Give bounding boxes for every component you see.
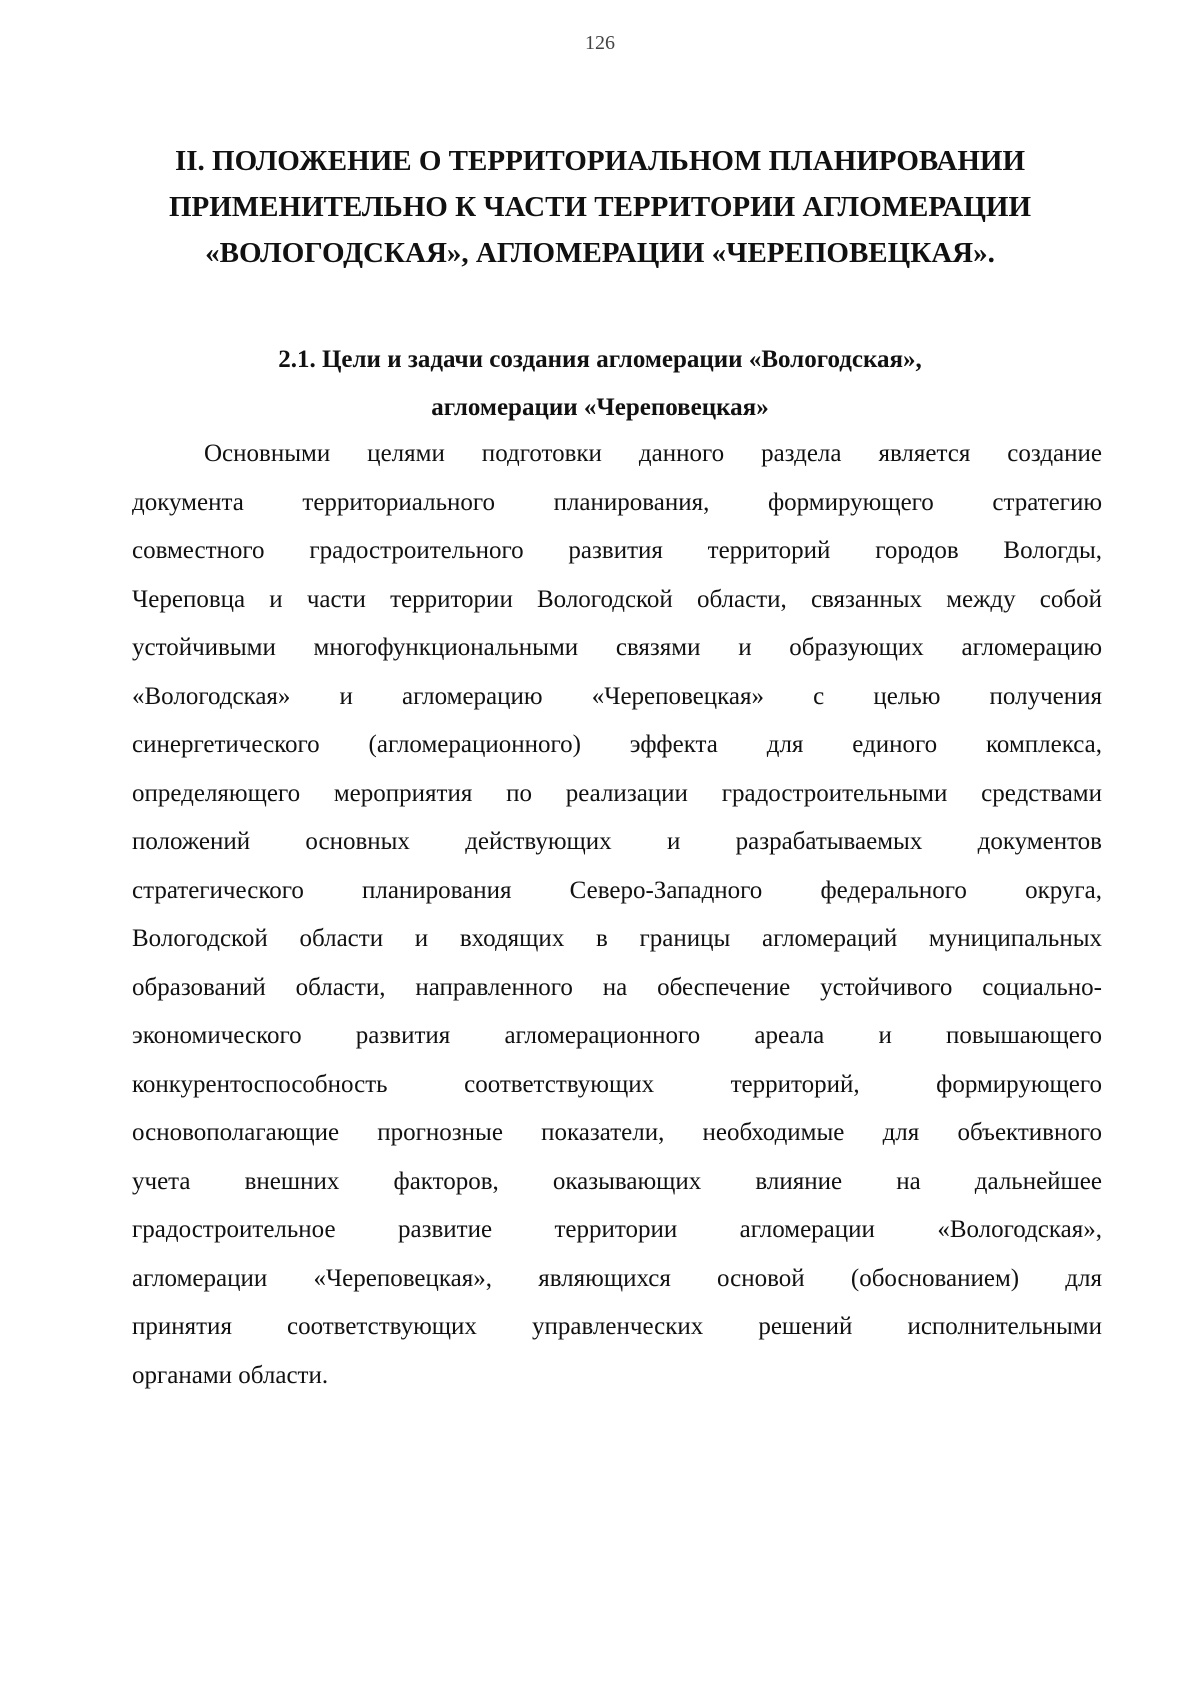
paragraph-line: образований области, направленного на обеспечение устойчивого социально- [132, 973, 1102, 1001]
section-heading [130, 336, 1070, 432]
paragraph-line: стратегического планирования Северо-Западного федерального округа, [132, 876, 1102, 904]
paragraph-line: положений основных действующих и разрабатываемых документов [132, 828, 1102, 855]
body-paragraph [132, 430, 1102, 1400]
paragraph-line: градостроительное развитие территории агломерации «Вологодская», [132, 1216, 1102, 1243]
paragraph-line: «Вологодская» и агломерацию «Череповецкая» с целью получения [132, 682, 1102, 710]
paragraph-line: экономического развития агломерационного ареала и повышающего [132, 1022, 1102, 1049]
paragraph-line: агломерации «Череповецкая», являющихся основой (обоснованием) для [132, 1264, 1102, 1292]
paragraph-line: синергетического (агломерационного) эффекта для единого комплекса, [132, 731, 1102, 758]
paragraph-line: конкурентоспособность соответствующих территорий, формирующего [132, 1070, 1102, 1098]
heading-line: «ВОЛОГОДСКАЯ», АГЛОМЕРАЦИИ «ЧЕРЕПОВЕЦКАЯ». [205, 237, 995, 269]
heading-line: ПРИМЕНИТЕЛЬНО К ЧАСТИ ТЕРРИТОРИИ АГЛОМЕРАЦИИ [168, 191, 1032, 223]
document-heading [130, 138, 1070, 276]
paragraph-line: Череповца и части территории Вологодской области, связанных между собой [132, 585, 1102, 613]
paragraph-line: принятия соответствующих управленческих решений исполнительными [132, 1313, 1102, 1340]
paragraph-line: учета внешних факторов, оказывающих влияние на дальнейшее [132, 1167, 1102, 1195]
paragraph-line: совместного градостроительного развития территорий городов Вологды, [132, 537, 1102, 564]
heading-line: II. ПОЛОЖЕНИЕ О ТЕРРИТОРИАЛЬНОМ ПЛАНИРОВАНИИ [174, 145, 1026, 177]
paragraph-line: органами области. [132, 1361, 329, 1389]
paragraph-line: устойчивыми многофункциональными связями и образующих агломерацию [132, 634, 1102, 661]
paragraph-line: документа территориального планирования, формирующего стратегию [132, 488, 1102, 516]
paragraph-line: основополагающие прогнозные показатели, необходимые для объективного [132, 1119, 1102, 1146]
paragraph-line: Вологодской области и входящих в границы агломераций муниципальных [132, 925, 1102, 952]
paragraph-line: определяющего мероприятия по реализации градостроительными средствами [132, 779, 1102, 807]
section-heading-line: агломерации «Череповецкая» [431, 394, 769, 421]
paragraph-line: Основными целями подготовки данного раздела является создание [204, 440, 1102, 467]
section-heading-line: 2.1. Цели и задачи создания агломерации «Вологодская», [278, 346, 922, 373]
page-number: 126 [585, 32, 615, 54]
